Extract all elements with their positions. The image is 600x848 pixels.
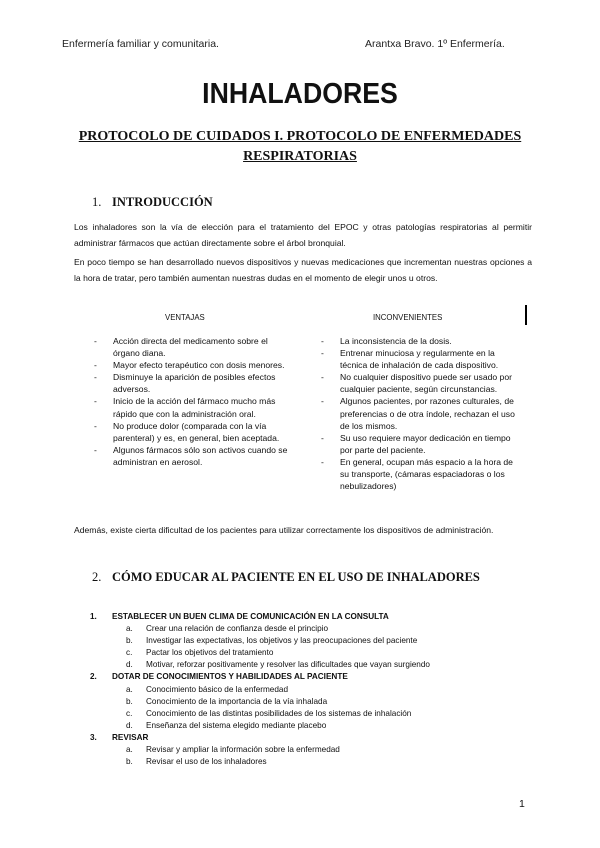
sub-item: [90, 696, 530, 708]
step-2: [90, 671, 530, 683]
header-left: Enfermería familiar y comunitaria.: [62, 38, 219, 50]
sub-item-text: Motivar, reforzar positivamente y resolver las dificultades que vayan surgiendo: [146, 660, 430, 670]
sub-item-text: Enseñanza del sistema elegido mediante placebo: [146, 720, 327, 730]
step-label: DOTAR DE CONOCIMIENTOS Y HABILIDADES AL PACIENTE: [112, 672, 348, 682]
list-item: - No cualquier dispositivo puede ser usado por cualquier paciente, según circunstancias.: [321, 371, 521, 395]
step-number: 1.: [90, 612, 97, 621]
sub-item-text: Pactar los objetivos del tratamiento: [146, 648, 274, 658]
sub-item-letter: a.: [126, 624, 133, 634]
list-item: - Su uso requiere mayor dedicación en tiempo por parte del paciente.: [321, 432, 521, 456]
extra-paragraph: Además, existe cierta dificultad de los pacientes para utilizar correctamente los dispositivos de administración.: [74, 525, 494, 535]
advantages-list: [94, 335, 294, 468]
page-subtitle: PROTOCOLO DE CUIDADOS I. PROTOCOLO DE ENFERMEDADES RESPIRATORIAS: [78, 129, 522, 164]
step-label: ESTABLECER UN BUEN CLIMA DE COMUNICACIÓN EN LA CONSULTA: [112, 612, 389, 621]
sub-item-text: Conocimiento de las distintas posibilidades de los sistemas de inhalación: [146, 708, 412, 718]
section-1-title: INTRODUCCIÓN: [112, 195, 213, 209]
list-item: - Mayor efecto terapéutico con dosis menores.: [94, 359, 294, 371]
sub-item-text: Investigar las expectativas, los objetivos y las preocupaciones del paciente: [146, 636, 418, 646]
sub-item-letter: d.: [126, 720, 133, 730]
section-2-heading: [92, 570, 480, 585]
section-1-number: 1.: [92, 195, 102, 209]
list-item: - Algunos fármacos sólo son activos cuando se administran en aerosol.: [94, 444, 294, 468]
section-1-heading: [92, 195, 213, 210]
list-item: - Algunos pacientes, por razones culturales, de preferencias o de otra índole, rechazan el uso de los mismos.: [321, 395, 521, 431]
step-number: 2.: [90, 672, 97, 682]
sub-item-text: Revisar y ampliar la información sobre la enfermedad: [146, 745, 340, 755]
sub-item-text: Conocimiento de la importancia de la vía inhalada: [146, 696, 328, 706]
intro-paragraph-1: Los inhaladores son la vía de elección para el tratamiento del EPOC y otras patologías respiratorias al permitir administrar fármacos que actúan directamente sobre el árbol bronquial.: [74, 222, 532, 248]
list-item: - Inicio de la acción del fármaco mucho más rápido que con la administración oral.: [94, 395, 294, 419]
sub-item: [90, 720, 530, 732]
list-item: - No produce dolor (comparada con la vía parenteral) y es, en general, bien aceptada.: [94, 420, 294, 444]
sub-item-letter: b.: [126, 757, 133, 767]
step-label: REVISAR: [112, 732, 149, 742]
sub-item-letter: c.: [126, 648, 133, 658]
disadvantages-heading: INCONVENIENTES: [373, 313, 443, 322]
list-item: - La inconsistencia de la dosis.: [321, 335, 521, 347]
step-1: [90, 611, 530, 623]
sub-item-text: Revisar el uso de los inhaladores: [146, 757, 267, 767]
header-right: Arantxa Bravo. 1º Enfermería.: [365, 38, 505, 50]
sub-item-letter: d.: [126, 660, 133, 670]
sub-item: [90, 744, 530, 756]
sub-item-text: Crear una relación de confianza desde el principio: [146, 624, 329, 634]
sub-item: [90, 635, 530, 647]
sub-item: [90, 659, 530, 671]
sub-item-text: Conocimiento básico de la enfermedad: [146, 684, 289, 694]
page-number: 1: [519, 798, 525, 810]
sub-item-letter: c.: [126, 708, 133, 718]
sub-item-letter: a.: [126, 684, 133, 694]
sub-item: [90, 708, 530, 720]
sub-item: [90, 647, 530, 659]
education-steps: [90, 611, 530, 768]
section-2-title: CÓMO EDUCAR AL PACIENTE EN EL USO DE INHALADORES: [112, 570, 480, 584]
sub-item: [90, 684, 530, 696]
sub-item-letter: b.: [126, 636, 133, 646]
list-item: - En general, ocupan más espacio a la hora de su transporte, (cámaras espaciadoras o los nebulizadores): [321, 456, 521, 492]
step-3: [90, 732, 530, 744]
sub-item-letter: a.: [126, 745, 133, 755]
sub-item: [90, 623, 530, 635]
list-item: - Acción directa del medicamento sobre el órgano diana.: [94, 335, 294, 359]
list-item: - Disminuye la aparición de posibles efectos adversos.: [94, 371, 294, 395]
disadvantages-list: [321, 335, 521, 492]
sub-item: [90, 756, 530, 768]
page-title: INHALADORES: [202, 78, 398, 110]
section-2-number: 2.: [92, 570, 102, 584]
advantages-heading: VENTAJAS: [165, 313, 205, 322]
sub-item-letter: b.: [126, 696, 133, 706]
text-cursor: [525, 305, 527, 325]
intro-paragraph-2: En poco tiempo se han desarrollado nuevos dispositivos y nuevas medicaciones que incrementan nuestras opciones a la hora de tratar, pero también aumentan nuestras dudas en el momento de elegir unos u otros.: [74, 257, 532, 283]
list-item: - Entrenar minuciosa y regularmente en la técnica de inhalación de cada dispositivo.: [321, 347, 521, 371]
step-number: 3.: [90, 732, 97, 742]
